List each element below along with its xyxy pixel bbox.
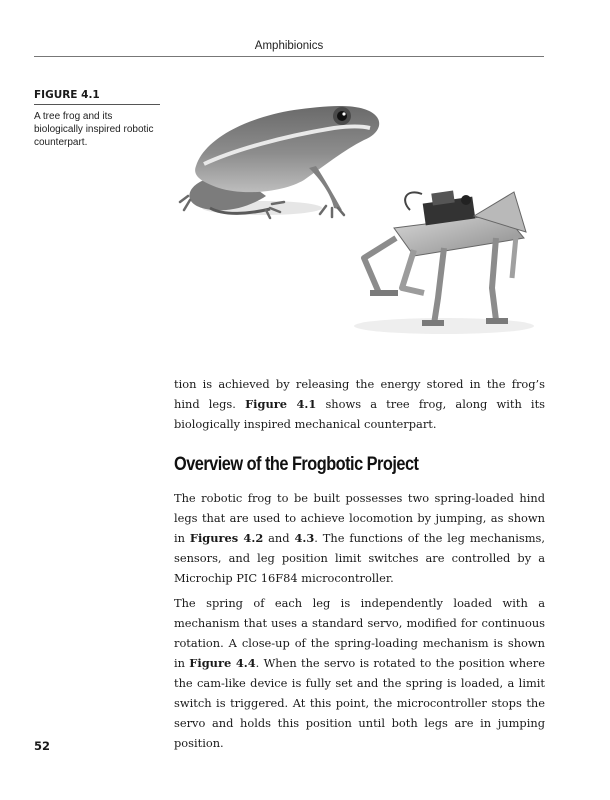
page-number: 52 xyxy=(34,739,51,753)
figure-ref: Figures 4.2 xyxy=(189,531,264,545)
p1-text-before: tion is achieved by releasing the energy stored in the frog’s hind legs. xyxy=(174,377,545,411)
running-head: Amphibionics xyxy=(34,40,544,57)
paragraph-1-text xyxy=(174,374,545,434)
p1-text-after: shows a tree frog, along with its biologically inspired mechanical counterpart. xyxy=(174,397,546,431)
p2-text-mid: and xyxy=(263,531,295,545)
tree-frog-photo xyxy=(180,106,379,218)
section-heading: Overview of the Frogbotic Project xyxy=(174,454,419,475)
figure-ref: 4.3 xyxy=(294,531,315,545)
paragraph-2-text xyxy=(174,488,545,588)
p2-text-after: . The functions of the leg mechanisms, sensors, and leg position limit switches are controlled by a Microchip PIC 16F84 microcontroller. xyxy=(174,531,545,585)
p3-text-before: The spring of each leg is independently loaded with a mechanism that uses a standard servo, modified for continuous rotation. A close-up of the spring-loading mechanism is shown in xyxy=(174,596,545,670)
robotic-frog-photo xyxy=(354,191,534,334)
p3-text-after: . When the servo is rotated to the position where the cam-like device is fully set and the spring is loaded, a limit switch is triggered. At this point, the microcontroller stops the servo and holds this position until both legs are in jumping position. xyxy=(174,656,545,750)
paragraph-1 xyxy=(174,374,545,434)
figure-label: FIGURE 4.1 xyxy=(34,89,160,105)
p2-text-before: The robotic frog to be built possesses two spring-loaded hind legs that are used to achieve locomotion by jumping, as shown in xyxy=(174,491,545,545)
caption-text: A tree frog and its biologically inspired robotic counterpart. xyxy=(34,111,154,148)
paragraph-3 xyxy=(174,593,545,753)
paragraph-2 xyxy=(174,488,545,588)
figure-ref: Figure 4.1 xyxy=(245,397,317,411)
figure-image xyxy=(174,88,550,350)
paragraph-3-text xyxy=(174,593,545,753)
figure-ref: Figure 4.4 xyxy=(189,656,256,670)
figure-caption xyxy=(34,89,160,149)
